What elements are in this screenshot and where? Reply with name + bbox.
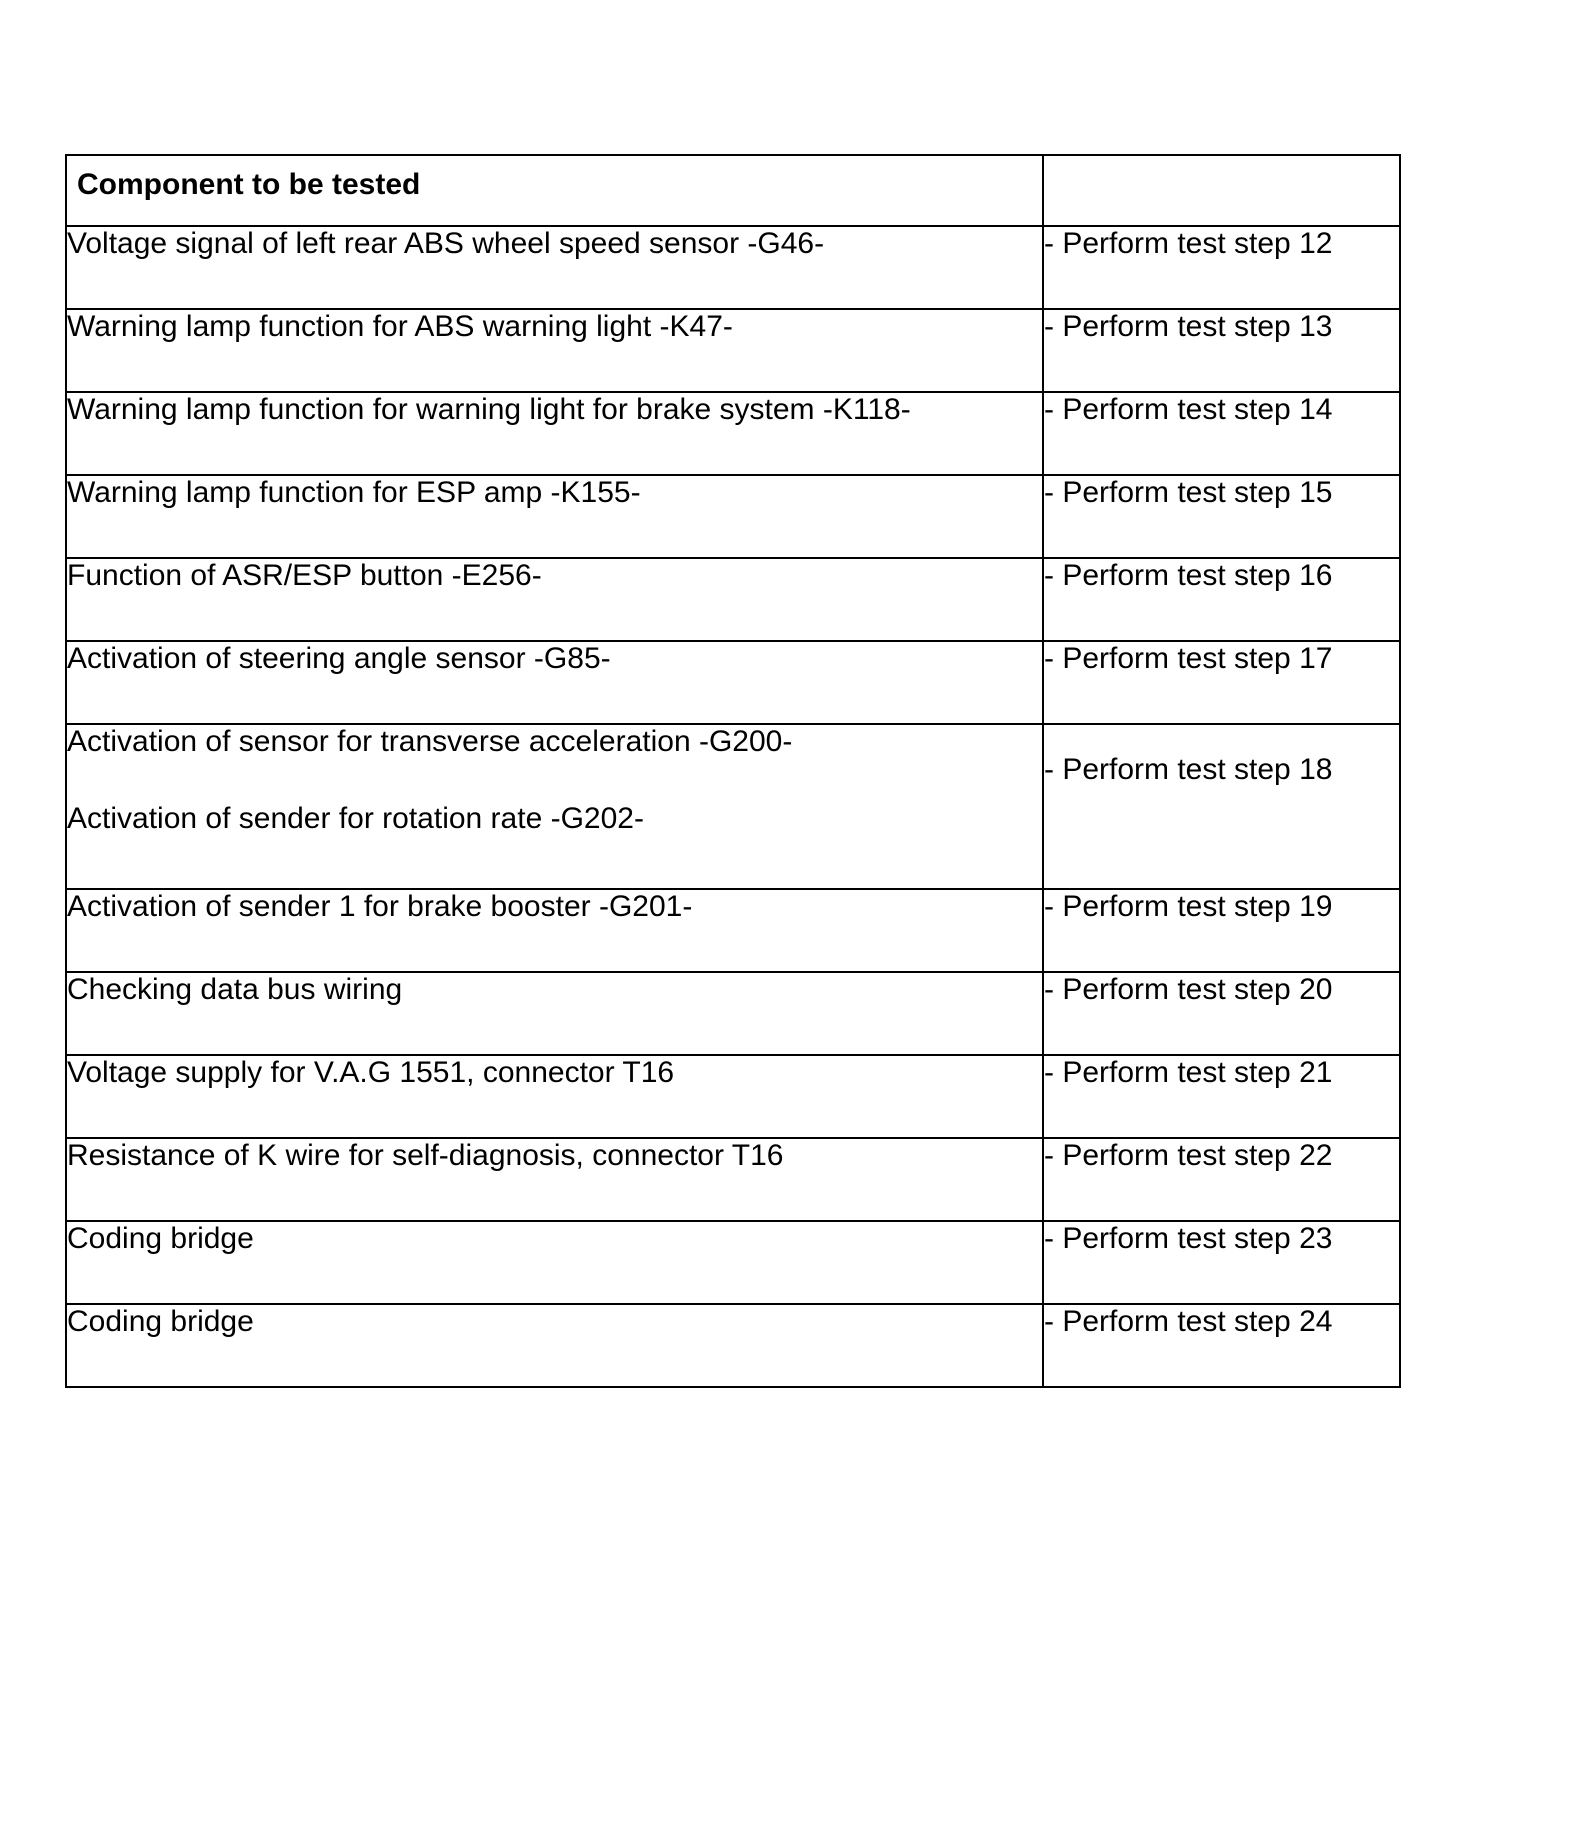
component-cell <box>66 309 1043 392</box>
component-cell <box>66 724 1043 889</box>
component-text: Warning lamp function for ESP amp -K155- <box>67 476 641 509</box>
component-cell <box>66 1138 1043 1221</box>
component-cell <box>66 226 1043 309</box>
header-action <box>1043 155 1400 226</box>
component-text: Function of ASR/ESP button -E256- <box>67 559 542 592</box>
action-cell: - Perform test step 16 <box>1043 558 1400 641</box>
action-cell: - Perform test step 24 <box>1043 1304 1400 1387</box>
table-row <box>66 889 1400 972</box>
component-cell <box>66 641 1043 724</box>
component-test-table <box>65 154 1401 1388</box>
action-cell: - Perform test step 23 <box>1043 1221 1400 1304</box>
action-cell: - Perform test step 12 <box>1043 226 1400 309</box>
component-text: Resistance of K wire for self-diagnosis, connector T16 <box>67 1139 784 1172</box>
component-text: Activation of steering angle sensor -G85- <box>67 642 611 675</box>
component-text: Coding bridge <box>67 1305 254 1338</box>
component-text: Activation of sender 1 for brake booster -G201- <box>67 890 693 923</box>
component-cell <box>66 392 1043 475</box>
component-text: Warning lamp function for ABS warning light -K47- <box>67 310 733 343</box>
component-cell <box>66 1055 1043 1138</box>
component-cell <box>66 889 1043 972</box>
table-row <box>66 724 1400 889</box>
action-cell: - Perform test step 13 <box>1043 309 1400 392</box>
component-text: Checking data bus wiring <box>67 973 403 1006</box>
action-cell: - Perform test step 17 <box>1043 641 1400 724</box>
component-text: Activation of sender for rotation rate -G202- <box>67 802 644 835</box>
component-text: Voltage supply for V.A.G 1551, connector T16 <box>67 1056 675 1089</box>
table-row <box>66 226 1400 309</box>
table-row <box>66 641 1400 724</box>
component-text: Warning lamp function for warning light for brake system -K118- <box>67 393 911 426</box>
component-cell <box>66 558 1043 641</box>
header-component: Component to be tested <box>66 155 1043 226</box>
table-row <box>66 1055 1400 1138</box>
table-row <box>66 972 1400 1055</box>
component-cell <box>66 1304 1043 1387</box>
action-cell: - Perform test step 22 <box>1043 1138 1400 1221</box>
component-cell <box>66 475 1043 558</box>
component-text: Coding bridge <box>67 1222 254 1255</box>
action-cell: - Perform test step 20 <box>1043 972 1400 1055</box>
table-row <box>66 392 1400 475</box>
action-cell: - Perform test step 18 <box>1043 724 1400 889</box>
table-header-row <box>66 155 1400 226</box>
component-cell <box>66 972 1043 1055</box>
component-cell <box>66 1221 1043 1304</box>
table-row <box>66 1221 1400 1304</box>
action-cell: - Perform test step 19 <box>1043 889 1400 972</box>
table-row <box>66 475 1400 558</box>
table-row <box>66 558 1400 641</box>
action-cell: - Perform test step 14 <box>1043 392 1400 475</box>
table-row <box>66 309 1400 392</box>
component-text: Voltage signal of left rear ABS wheel speed sensor -G46- <box>67 227 825 260</box>
component-text: Activation of sensor for transverse acceleration -G200- <box>67 725 793 758</box>
table-row <box>66 1304 1400 1387</box>
table-row <box>66 1138 1400 1221</box>
action-cell: - Perform test step 21 <box>1043 1055 1400 1138</box>
action-cell: - Perform test step 15 <box>1043 475 1400 558</box>
